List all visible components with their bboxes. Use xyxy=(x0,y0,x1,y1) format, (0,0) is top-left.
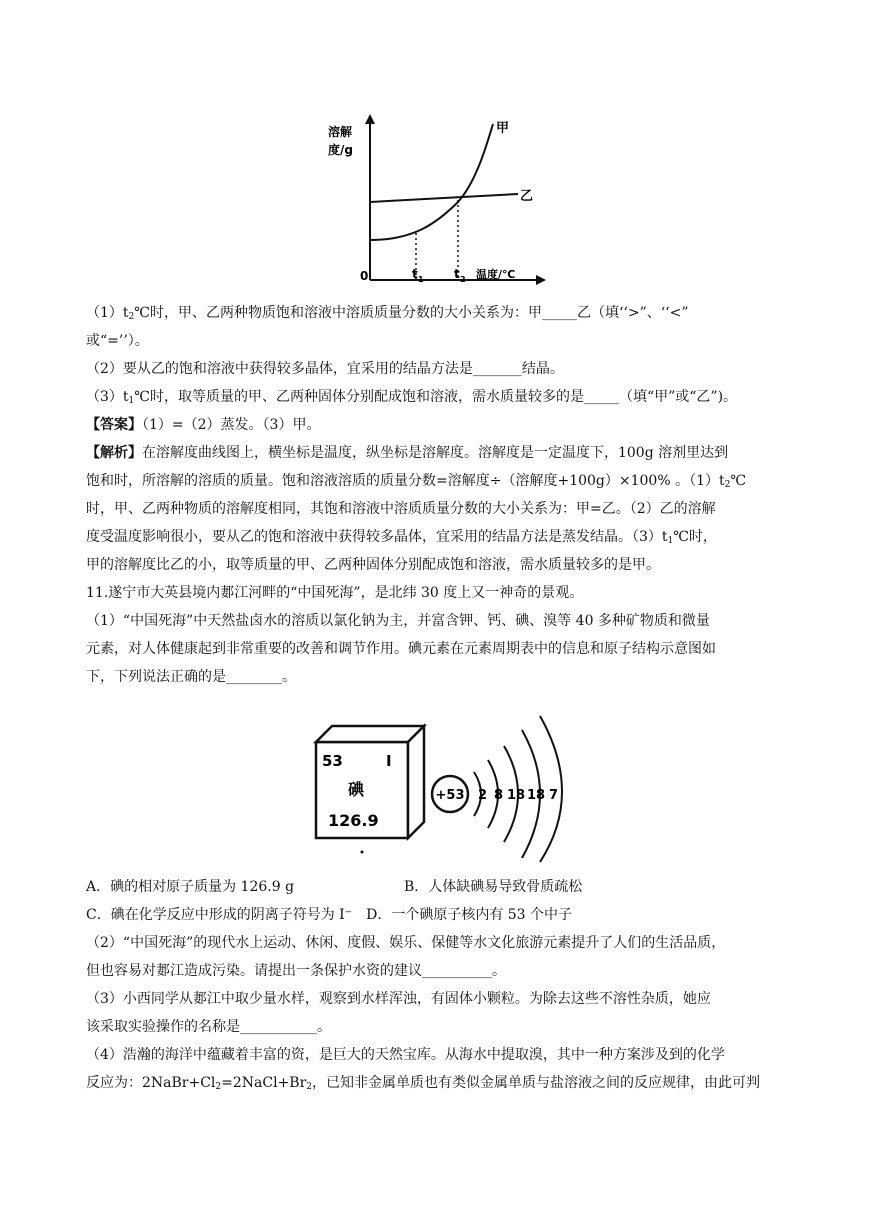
q10-answer: 【答案】（1）=（2）蒸发。（3）甲。 xyxy=(86,417,321,433)
shell-electrons-1: 2 xyxy=(478,788,488,803)
origin-label: 0 xyxy=(360,269,369,283)
q11-part1-line2: 元素，对人体健康起到非常重要的改善和调节作用。碘元素在元素周期表中的信息和原子结构示意图如 xyxy=(86,641,716,657)
q10-part2: （2）要从乙的饱和溶液中获得较多晶体，宜采用的结晶方法是_______结晶。 xyxy=(86,361,564,377)
y-axis-arrow xyxy=(365,114,375,124)
t2-label: t xyxy=(454,267,460,281)
q11-options-row2 xyxy=(86,901,786,929)
q10-analysis-line3: 时，甲、乙两种物质的溶解度相同，其饱和溶液中溶质质量分数的大小关系为：甲=乙。（2）乙的溶解 xyxy=(86,501,716,517)
t2-subscript: 2 xyxy=(460,275,466,284)
q10-analysis-line2: 饱和时，所溶解的溶质的质量。饱和溶液溶质的质量分数=溶解度÷（溶解度+100g）×100% 。$(1)t_2℃$ xyxy=(86,473,747,490)
q11-part4-line2: 反应为：$2NaBr+Cl_2=2NaCl+Br_2$，已知非金属单质也有类似金属单质与盐溶液之间的反应规律，由此可判 xyxy=(86,1075,761,1092)
option-b: B．人体缺碘易导致骨质疏松 xyxy=(404,879,583,895)
q10-analysis-line1: 【解析】在溶解度曲线图上，横坐标是温度，纵坐标是溶解度。溶解度是一定温度下，100g 溶剂里达到 xyxy=(86,445,729,461)
q11-stem: 11.遂宁市大英县境内郪江河畔的“中国死海”，是北纬 30 度上又一神奇的景观。 xyxy=(86,585,584,601)
element-name: 碘 xyxy=(348,780,365,799)
q10-analysis-line4: 度受温度影响很小，要从乙的饱和溶液中获得较多晶体，宜采用的结晶方法是蒸发结晶。$(3)t_1℃$时， xyxy=(86,529,717,546)
q11-part3-line1: （3）小西同学从郪江中取少量水样，观察到水样浑浊，有固体小颗粒。为除去这些不溶性杂质，她应 xyxy=(86,991,711,1007)
nucleus-charge: +53 xyxy=(435,788,465,803)
y-axis-label-1: 溶解 xyxy=(328,125,353,139)
x-axis-arrow xyxy=(536,275,546,285)
dot-mark xyxy=(361,851,364,854)
q10-part3: $(3)t_1℃$时，取等质量的甲、乙两种固体分别配成饱和溶液，需水质量较多的是_____（填“甲”或“乙”)。 xyxy=(86,389,738,406)
analysis-tag: 【解析】 xyxy=(86,445,142,461)
shell-electrons-5: 7 xyxy=(549,788,559,803)
question-10-block xyxy=(86,299,786,691)
t1-subscript: 1 xyxy=(418,275,424,284)
q11-part4-line1: （4）浩瀚的海洋中蕴藏着丰富的资，是巨大的天然宝库。从海水中提取溴，其中一种方案涉及到的化学 xyxy=(86,1047,725,1063)
shell-electrons-4: 18 xyxy=(527,788,546,803)
curve-jia-label: 甲 xyxy=(496,121,510,136)
element-cell-side xyxy=(408,726,424,838)
shell-electrons-2: 8 xyxy=(494,788,504,803)
option-a: A．碘的相对原子质量为 126.9 g xyxy=(86,879,295,895)
q10-part1-line2: 或“=’’）。 xyxy=(86,333,149,349)
curve-yi-label: 乙 xyxy=(520,189,534,204)
q11-part2-line1: （2）“中国死海”的现代水上运动、休闲、度假、娱乐、保健等水文化旅游元素提升了人们的生活品质， xyxy=(86,935,726,951)
curve-jia xyxy=(370,124,493,240)
q10-analysis-line5: 甲的溶解度比乙的小，取等质量的甲、乙两种固体分别配成饱和溶液，需水质量较多的是甲。 xyxy=(86,557,660,573)
atomic-number: 53 xyxy=(322,752,343,770)
shell-electrons-3: 18 xyxy=(507,788,526,803)
q11-part2-line2: 但也容易对郪江造成污染。请提出一条保护水资的建议__________。 xyxy=(86,963,506,979)
q11-part3-line2: 该采取实验操作的名称是___________。 xyxy=(86,1019,331,1035)
q10-part1-line1: $(1)t_2℃$时，甲、乙两种物质饱和溶液中溶质质量分数的大小关系为：甲_____乙（填‘‘>”、‘‘<” xyxy=(86,305,689,322)
q11-part1-line3: 下，下列说法正确的是________。 xyxy=(86,669,296,685)
curve-yi xyxy=(370,194,518,202)
x-axis-label: 温度/℃ xyxy=(476,268,516,281)
element-cell-top xyxy=(316,726,424,742)
q11-options-row1 xyxy=(86,873,786,901)
iodine-figure xyxy=(308,712,588,862)
option-d: D．一个碘原子核内有 53 个中子 xyxy=(366,907,573,923)
atomic-mass: 126.9 xyxy=(328,811,379,830)
t1-label: t xyxy=(412,267,418,281)
answer-tag: 【答案】 xyxy=(86,417,142,433)
solubility-curve-figure xyxy=(318,112,548,292)
option-c: C．碘在化学反应中形成的阴离子符号为 I⁻ xyxy=(86,907,353,923)
y-axis-label-2: 度/g xyxy=(328,143,353,157)
question-11-block xyxy=(86,873,786,1097)
element-symbol: I xyxy=(386,752,392,770)
q11-part1-line1: （1）“中国死海”中天然盐卤水的溶质以氯化钠为主，并富含钾、钙、碘、溴等 40 多种矿物质和微量 xyxy=(86,613,710,629)
